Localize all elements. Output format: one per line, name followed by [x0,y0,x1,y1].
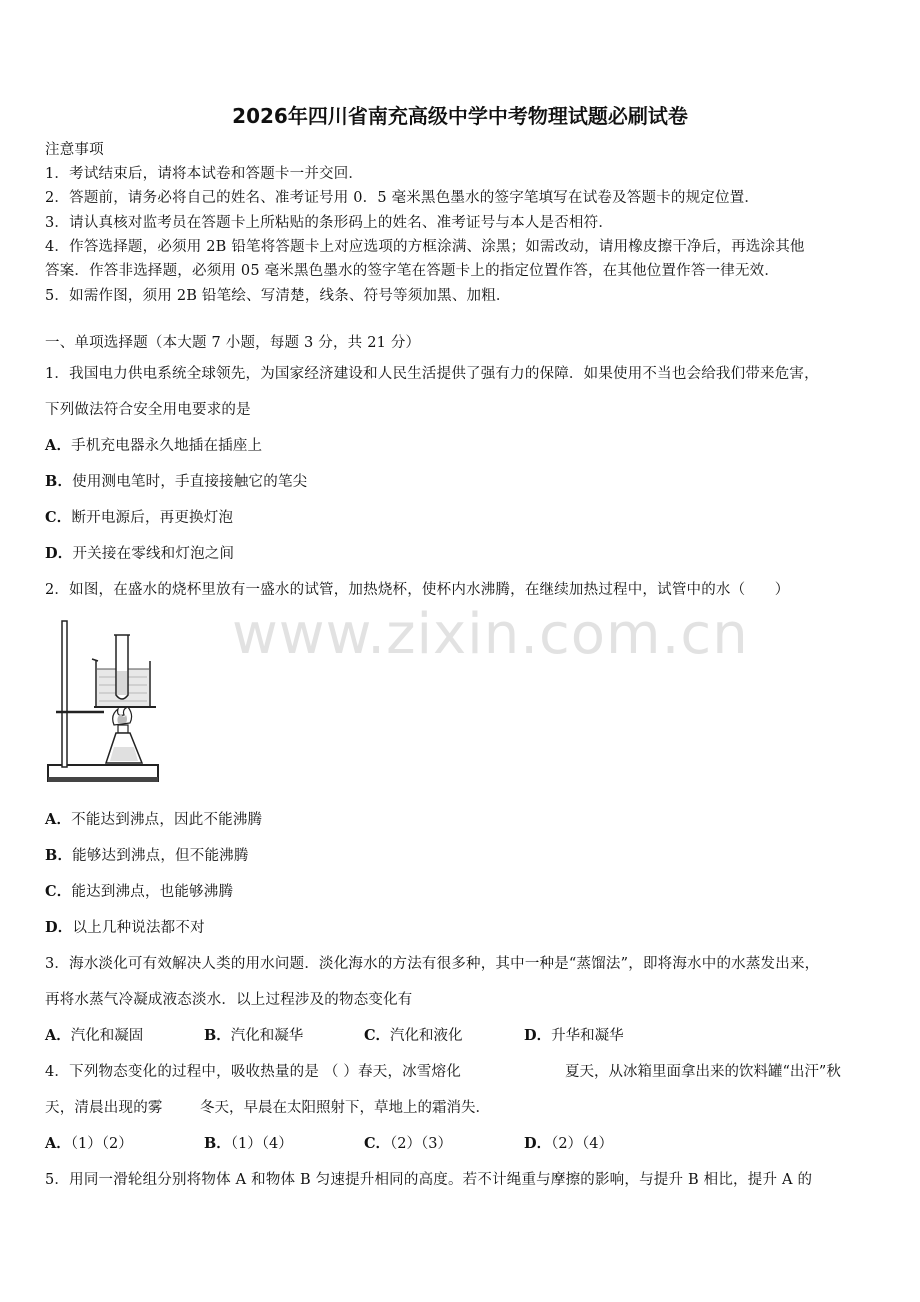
notice-item: 5．如需作图，须用 2B 铅笔绘、写清楚，线条、符号等须加黑、加粗． [45,288,511,304]
q4-stem-line2b: 冬天，早晨在太阳照射下，草地上的霜消失． [200,1100,490,1116]
section-heading: 一、单项选择题（本大题 7 小题，每题 3 分，共 21 分） [45,335,421,351]
q2-stem: 2．如图，在盛水的烧杯里放有一盛水的试管，加热烧杯，使杯内水沸腾，在继续加热过程中，试管中的水（ ） [45,582,790,598]
q4-option-d: D．（2）（4） [524,1135,614,1152]
q2-option-b: B．能够达到沸点，但不能沸腾 [45,847,249,864]
q1-option-c: C．断开电源后，再更换灯泡 [45,509,234,526]
notice-item: 2．答题前，请务必将自己的姓名、准考证号用 0．5 毫米黑色墨水的签字笔填写在试卷及答题卡的规定位置． [45,190,760,206]
notice-item: 答案．作答非选择题，必须用 05 毫米黑色墨水的签字笔在答题卡上的指定位置作答，在其他位置作答一律无效． [45,263,780,279]
q1-option-b: B．使用测电笔时，手直接接触它的笔尖 [45,473,308,490]
q2-option-d: D．以上几种说法都不对 [45,919,205,936]
q1-stem-line1: 1．我国电力供电系统全球领先，为国家经济建设和人民生活提供了强有力的保障．如果使用不当也会给我们带来危害， [45,366,819,382]
q5-stem-line1: 5．用同一滑轮组分别将物体 A 和物体 B 匀速提升相同的高度。若不计绳重与摩擦的影响，与提升 B 相比，提升 A 的 [45,1172,813,1188]
page-title: 2026年四川省南充高级中学中考物理试题必刷试卷 [232,104,688,128]
notice-item: 3．请认真核对监考员在答题卡上所粘贴的条形码上的姓名、准考证号与本人是否相符． [45,215,614,231]
q4-stem-line1b: 夏天，从冰箱里面拿出来的饮料罐“出汗”秋 [565,1064,841,1080]
q3-stem-line1: 3．海水淡化可有效解决人类的用水问题．淡化海水的方法有很多种，其中一种是“蒸馏法”，即将海水中的水蒸发出来， [45,956,820,972]
q3-option-d: D．升华和凝华 [524,1027,624,1044]
q1-option-a: A．手机充电器永久地插在插座上 [45,437,263,454]
q4-stem-line2a: 天，清晨出现的雾 [45,1100,163,1116]
q4-option-b: B．（1）（4） [204,1135,293,1152]
notice-item: 1．考试结束后，请将本试卷和答题卡一并交回． [45,166,364,182]
q3-option-a: A．汽化和凝固 [45,1027,144,1044]
notice-heading: 注意事项 [45,142,104,158]
watermark: www.zixin.com.cn [232,602,749,667]
beaker-heating-diagram [44,615,162,790]
q2-option-a: A．不能达到沸点，因此不能沸腾 [45,811,263,828]
q3-option-c: C．汽化和液化 [364,1027,463,1044]
q1-stem-line2: 下列做法符合安全用电要求的是 [45,402,251,418]
q4-option-c: C．（2）（3） [364,1135,452,1152]
q3-stem-line2: 再将水蒸气冷凝成液态淡水．以上过程涉及的物态变化有 [45,992,413,1008]
q1-option-d: D．开关接在零线和灯泡之间 [45,545,235,562]
q3-option-b: B．汽化和凝华 [204,1027,304,1044]
q4-stem-line1a: 4．下列物态变化的过程中，吸收热量的是 （ ）春天，冰雪熔化 [45,1064,461,1080]
notice-item: 4．作答选择题，必须用 2B 铅笔将答题卡上对应选项的方框涂满、涂黑；如需改动，请用橡皮擦干净后，再选涂其他 [45,239,805,255]
q4-option-a: A．（1）（2） [45,1135,133,1152]
q2-option-c: C．能达到沸点，也能够沸腾 [45,883,234,900]
